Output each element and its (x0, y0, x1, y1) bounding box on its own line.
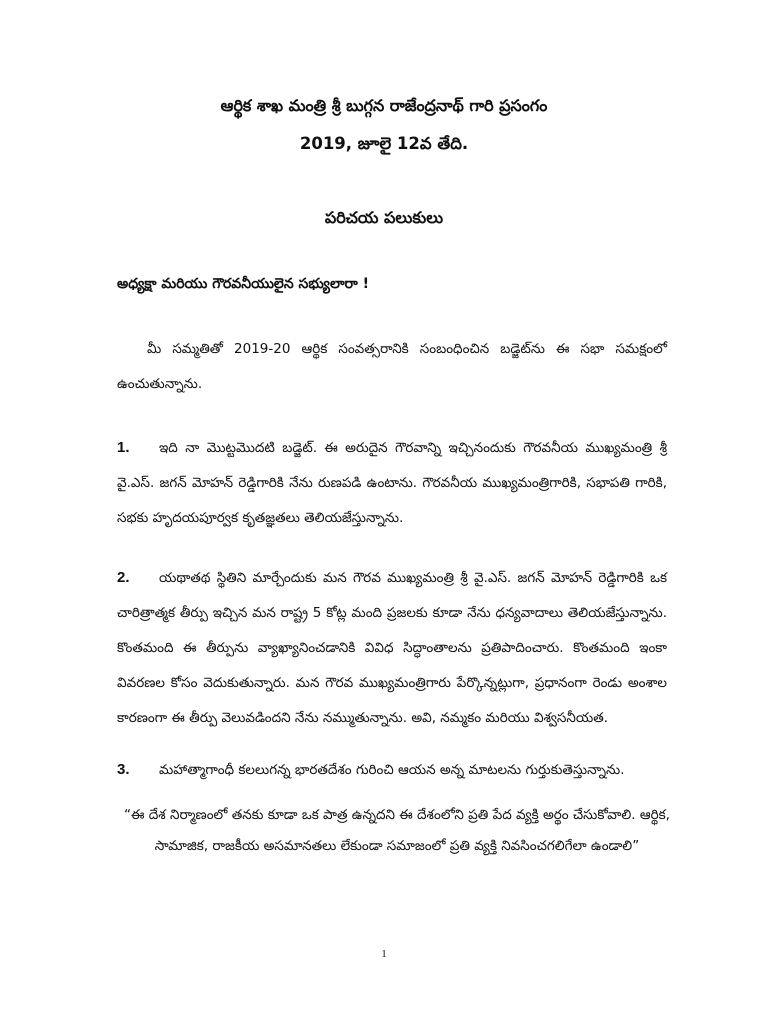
paragraph-number: 1. (117, 439, 130, 456)
paragraph-1 (117, 430, 667, 536)
paragraph-text: యథాతథ స్థితిని మార్చేందుకు మన గౌరవ ముఖ్యమంత్రి శ్రీ వై.ఎస్. జగన్ మోహన్ రెడ్డిగారికి ఒక చారిత్రాత్మక తీర్పు ఇచ్చిన మన రాష్ట్ర 5 కోట్ల మంది ప్రజలకు కూడా నేను ధన్యవాదాలు తెలియజేస్తున్నాను. కొంతమంది ఈ తీర్పును వ్యాఖ్యానించడానికి వివిధ సిద్ధాంతాలను ప్రతిపాదించారు. కొంతమంది ఇంకా వివరణల కోసం వెదుకుతున్నారు. మన గౌరవ ముఖ్యమంత్రిగారు పేర్కొన్నట్లుగా, ప్రధానంగా రెండు అంశాల కారణంగా ఈ తీర్పు వెలువడిందని నేను నమ్ముతున్నాను. అవి, నమ్మకం మరియు విశ్వసనీయత. (117, 570, 667, 726)
paragraph-number: 3. (117, 761, 130, 778)
paragraph-2 (117, 560, 667, 736)
speech-date: 2019, జూలై 12వ తేది. (299, 134, 469, 153)
page-number: 1 (381, 948, 387, 960)
intro-paragraph: మీ సమ్మతితో 2019-20 ఆర్థిక సంవత్సరానికి సంబంధించిన బడ్జెట్‌ను ఈ సభా సమక్షంలో ఉంచుతున్నాను. (117, 341, 667, 392)
paragraph-3 (117, 752, 667, 788)
speech-title: ఆర్థిక శాఖ మంత్రి శ్రీ బుగ్గన రాజేంద్రనాథ్ గారి ప్రసంగం (220, 96, 548, 115)
section-heading: పరిచయ పలుకులు (324, 208, 444, 227)
paragraph-number: 2. (117, 569, 130, 586)
salutation: అధ్యక్షా మరియు గౌరవనీయులైన సభ్యులారా ! (117, 276, 370, 292)
paragraph-text: మహాత్మాగాంధీ కలలుగన్న భారతదేశం గురించి ఆయన అన్న మాటలను గుర్తుకుతెస్తున్నాను. (159, 762, 625, 778)
gandhi-quote: “ఈ దేశ నిర్మాణంలో తనకు కూడా ఒక పాత్ర ఉన్నదని ఈ దేశంలోని ప్రతి పేద వ్యక్తి అర్థం చేసుకోవాలి. ఆర్థిక, సామాజిక, రాజకీయ అసమానతలు లేకుండా సమాజంలో ప్రతి వ్యక్తి నివసించగలిగేలా ఉండాలి” (124, 807, 670, 854)
paragraph-text: ఇది నా మొట్టమొదటి బడ్జెట్. ఈ అరుదైన గౌరవాన్ని ఇచ్చినందుకు గౌరవనీయ ముఖ్యమంత్రి శ్రీ వై.ఎస్. జగన్ మోహన్ రెడ్డిగారికి నేను రుణపడి ఉంటాను. గౌరవనీయ ముఖ్యమంత్రిగారికి, సభాపతి గారికి, సభకు హృదయపూర్వక కృతజ్ఞతలు తెలియజేస్తున్నాను. (117, 440, 667, 526)
